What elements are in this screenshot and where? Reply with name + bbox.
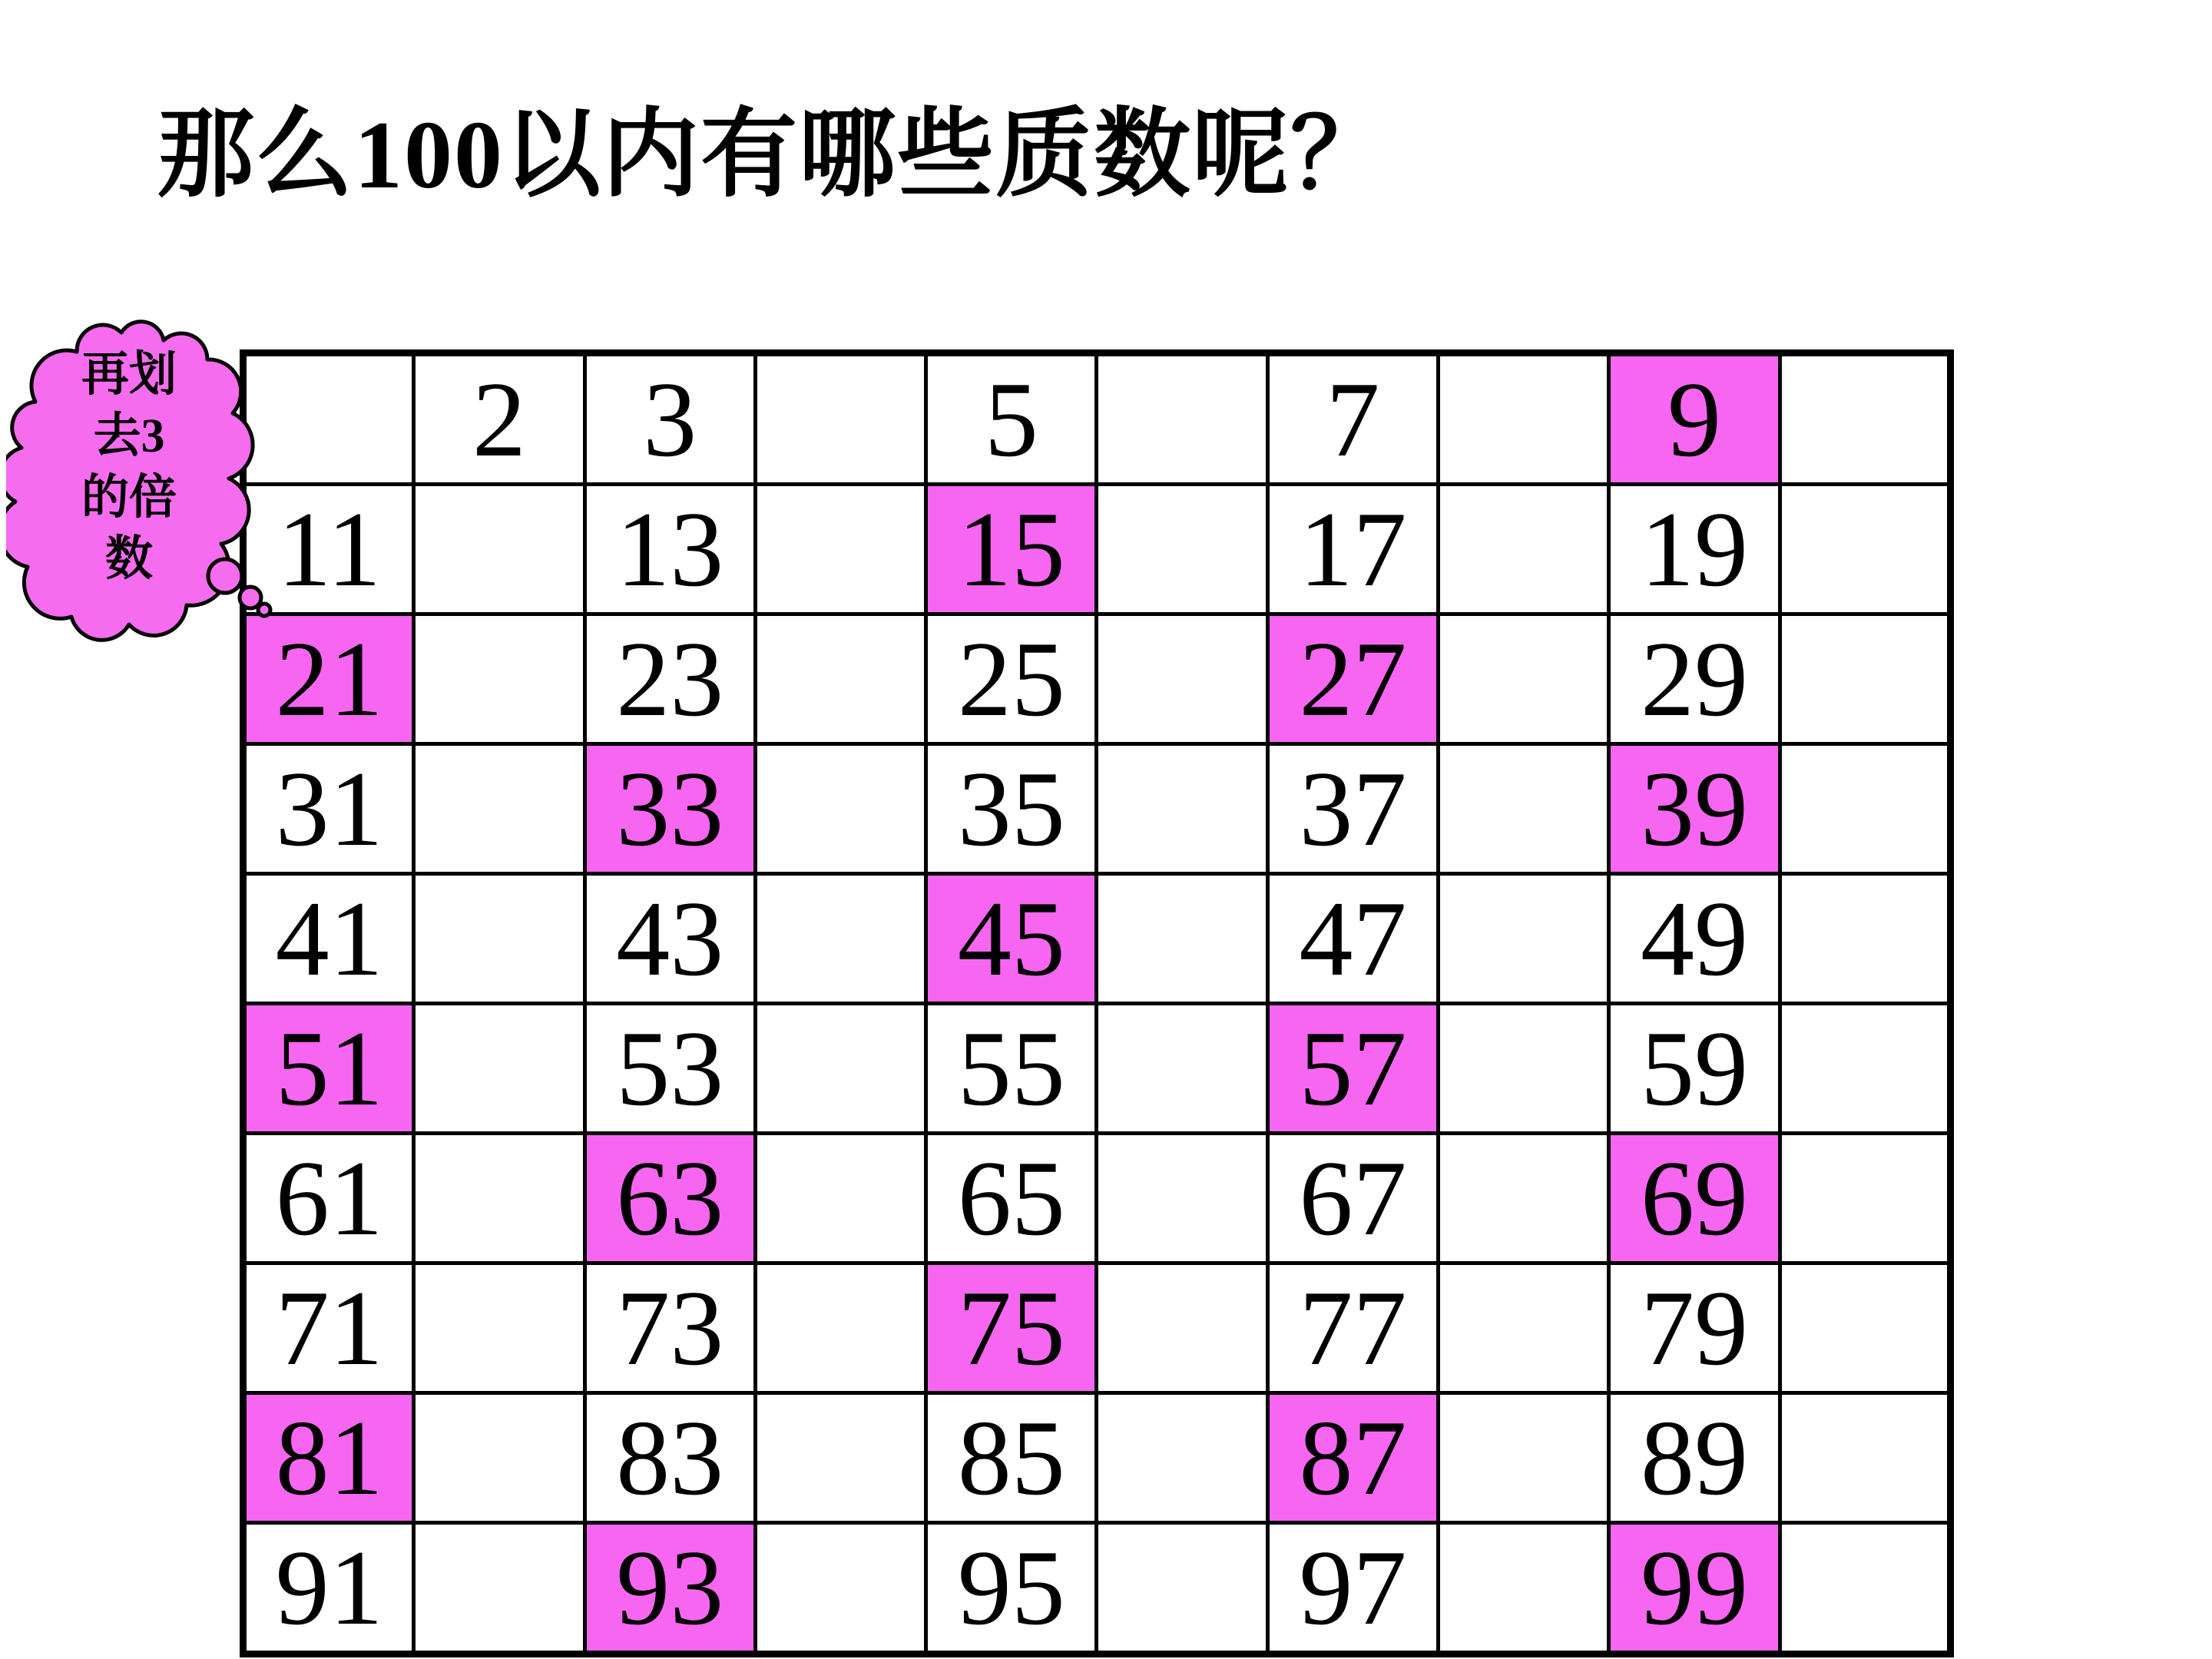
grid-cell-35: 35 xyxy=(926,744,1097,874)
bubble-text-line: 去3 xyxy=(93,410,165,462)
grid-cell-empty xyxy=(1097,1004,1267,1134)
grid-cell-59: 59 xyxy=(1609,1004,1780,1134)
grid-cell-45: 45 xyxy=(926,874,1097,1004)
number-grid xyxy=(240,349,1954,1657)
grid-cell-33: 33 xyxy=(584,744,755,874)
grid-cell-empty xyxy=(1097,874,1267,1004)
grid-cell-empty xyxy=(414,1004,584,1134)
grid-row xyxy=(243,1263,1951,1393)
grid-cell-empty xyxy=(1439,874,1609,1004)
grid-cell-empty xyxy=(414,1134,584,1263)
grid-cell-91: 91 xyxy=(243,1523,414,1654)
grid-cell-5: 5 xyxy=(926,353,1097,485)
grid-cell-empty xyxy=(755,1004,926,1134)
grid-cell-7: 7 xyxy=(1267,353,1438,485)
grid-cell-93: 93 xyxy=(584,1523,755,1654)
grid-cell-81: 81 xyxy=(243,1393,414,1523)
bubble-text xyxy=(37,344,221,590)
grid-cell-83: 83 xyxy=(584,1393,755,1523)
grid-cell-13: 13 xyxy=(584,485,755,614)
grid-cell-99: 99 xyxy=(1609,1523,1780,1654)
grid-cell-63: 63 xyxy=(584,1134,755,1263)
grid-cell-empty xyxy=(1439,1004,1609,1134)
grid-cell-empty xyxy=(1097,485,1267,614)
grid-cell-empty xyxy=(1439,1263,1609,1393)
grid-cell-empty xyxy=(1780,1134,1950,1263)
grid-cell-41: 41 xyxy=(243,874,414,1004)
grid-cell-55: 55 xyxy=(926,1004,1097,1134)
grid-cell-23: 23 xyxy=(584,614,755,744)
grid-cell-empty xyxy=(755,1134,926,1263)
grid-row xyxy=(243,485,1951,614)
grid-cell-15: 15 xyxy=(926,485,1097,614)
grid-cell-empty xyxy=(1439,744,1609,874)
grid-cell-empty xyxy=(755,1523,926,1654)
grid-cell-empty xyxy=(414,1523,584,1654)
grid-cell-empty xyxy=(1780,485,1950,614)
bubble-text-line: 数 xyxy=(104,533,153,585)
grid-cell-empty xyxy=(1780,353,1950,485)
grid-cell-61: 61 xyxy=(243,1134,414,1263)
grid-cell-empty xyxy=(1439,614,1609,744)
grid-cell-empty xyxy=(1097,353,1267,485)
bubble-text-line: 再划 xyxy=(81,349,177,401)
grid-cell-empty xyxy=(755,1263,926,1393)
grid-cell-53: 53 xyxy=(584,1004,755,1134)
grid-cell-empty xyxy=(414,874,584,1004)
grid-cell-27: 27 xyxy=(1267,614,1438,744)
grid-cell-11: 11 xyxy=(243,485,414,614)
grid-cell-empty xyxy=(414,1263,584,1393)
grid-cell-65: 65 xyxy=(926,1134,1097,1263)
grid-cell-21: 21 xyxy=(243,614,414,744)
grid-cell-empty xyxy=(1439,485,1609,614)
slide-title: 那么100以内有哪些质数呢？ xyxy=(157,102,1389,209)
grid-cell-empty xyxy=(755,1393,926,1523)
grid-cell-empty xyxy=(1097,1393,1267,1523)
grid-cell-empty xyxy=(755,353,926,485)
grid-cell-69: 69 xyxy=(1609,1134,1780,1263)
grid-cell-25: 25 xyxy=(926,614,1097,744)
grid-cell-97: 97 xyxy=(1267,1523,1438,1654)
grid-cell-empty xyxy=(1097,614,1267,744)
grid-cell-empty xyxy=(1780,874,1950,1004)
grid-cell-empty xyxy=(755,614,926,744)
grid-cell-2: 2 xyxy=(414,353,584,485)
grid-cell-47: 47 xyxy=(1267,874,1438,1004)
bubble-text-line: 的倍 xyxy=(81,472,177,524)
grid-row xyxy=(243,744,1951,874)
grid-cell-19: 19 xyxy=(1609,485,1780,614)
grid-row xyxy=(243,874,1951,1004)
grid-cell-29: 29 xyxy=(1609,614,1780,744)
grid-row xyxy=(243,1004,1951,1134)
grid-cell-51: 51 xyxy=(243,1004,414,1134)
grid-cell-71: 71 xyxy=(243,1263,414,1393)
grid-cell-77: 77 xyxy=(1267,1263,1438,1393)
grid-cell-85: 85 xyxy=(926,1393,1097,1523)
grid-cell-empty xyxy=(414,1393,584,1523)
grid-cell-empty xyxy=(1439,1523,1609,1654)
grid-cell-empty xyxy=(1439,353,1609,485)
grid-row xyxy=(243,614,1951,744)
grid-cell-75: 75 xyxy=(926,1263,1097,1393)
grid-cell-empty xyxy=(1097,744,1267,874)
grid-cell-empty xyxy=(1780,614,1950,744)
grid-cell-empty xyxy=(1097,1134,1267,1263)
grid-row xyxy=(243,1134,1951,1263)
grid-cell-67: 67 xyxy=(1267,1134,1438,1263)
grid-cell-43: 43 xyxy=(584,874,755,1004)
grid-cell-87: 87 xyxy=(1267,1393,1438,1523)
grid-cell-9: 9 xyxy=(1609,353,1780,485)
grid-cell-empty xyxy=(414,485,584,614)
grid-row xyxy=(243,1523,1951,1654)
grid-cell-57: 57 xyxy=(1267,1004,1438,1134)
grid-cell-79: 79 xyxy=(1609,1263,1780,1393)
grid-cell-empty xyxy=(1097,1523,1267,1654)
grid-cell-89: 89 xyxy=(1609,1393,1780,1523)
grid-cell-empty xyxy=(1780,1004,1950,1134)
grid-cell-49: 49 xyxy=(1609,874,1780,1004)
grid-cell-empty xyxy=(755,485,926,614)
grid-cell-empty xyxy=(1439,1134,1609,1263)
grid-cell-3: 3 xyxy=(584,353,755,485)
grid-cell-empty xyxy=(1097,1263,1267,1393)
grid-cell-empty xyxy=(755,744,926,874)
grid-cell-31: 31 xyxy=(243,744,414,874)
grid-cell-empty xyxy=(1780,1523,1950,1654)
grid-cell-73: 73 xyxy=(584,1263,755,1393)
grid-cell-empty xyxy=(414,744,584,874)
grid-cell-39: 39 xyxy=(1609,744,1780,874)
grid-cell-empty xyxy=(1780,1263,1950,1393)
grid-cell-empty xyxy=(1439,1393,1609,1523)
grid-row xyxy=(243,353,1951,485)
grid-cell-empty xyxy=(755,874,926,1004)
grid-cell-37: 37 xyxy=(1267,744,1438,874)
grid-cell-17: 17 xyxy=(1267,485,1438,614)
grid-cell-empty xyxy=(414,614,584,744)
grid-row xyxy=(243,1393,1951,1523)
bubble-tail-circle-small xyxy=(258,604,270,616)
grid-cell-95: 95 xyxy=(926,1523,1097,1654)
grid-cell-empty xyxy=(1780,1393,1950,1523)
grid-cell-empty xyxy=(1780,744,1950,874)
